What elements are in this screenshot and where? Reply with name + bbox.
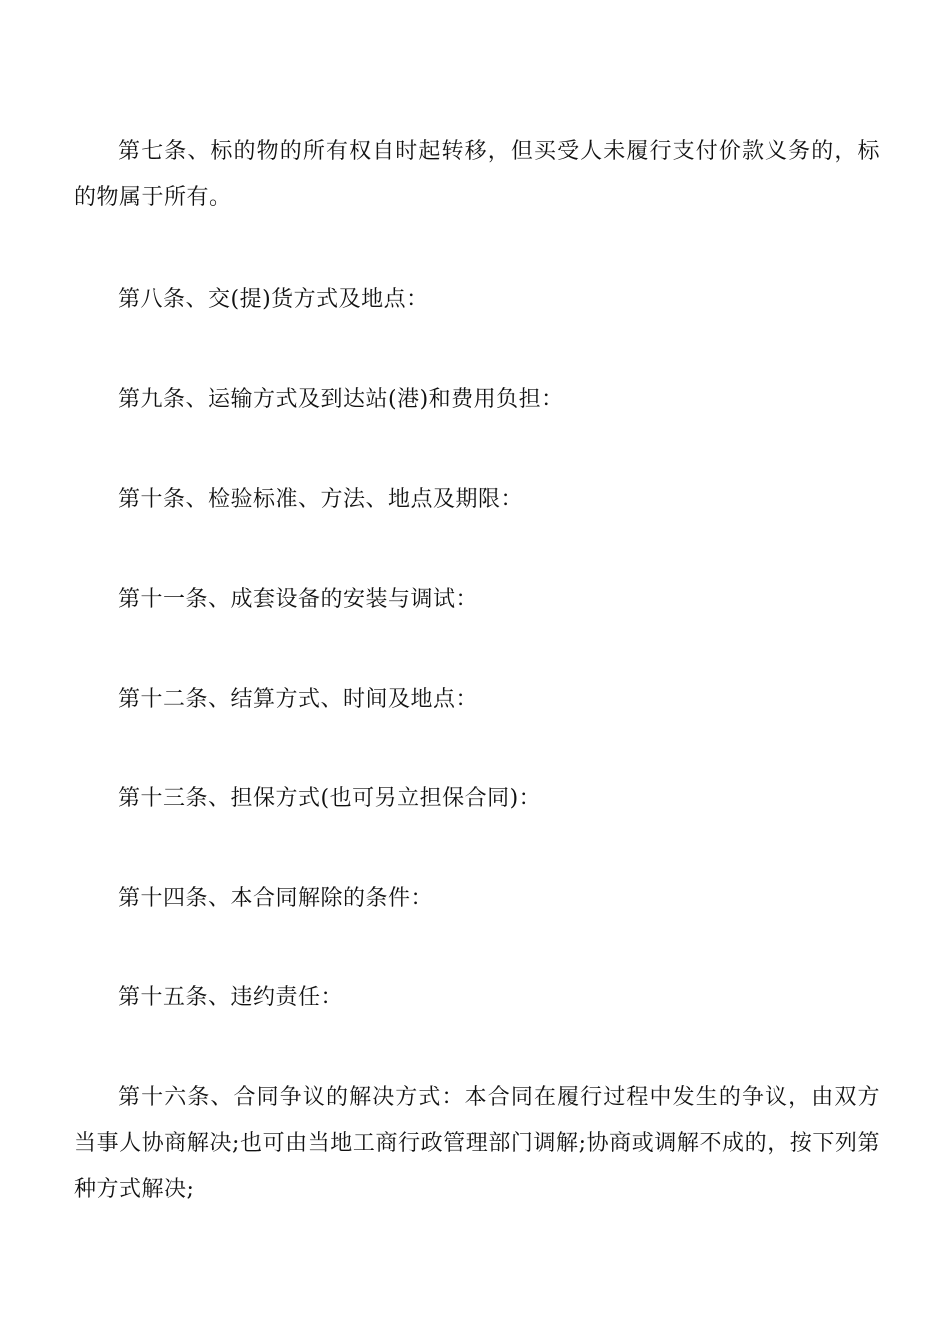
article-7-paragraph: 第七条、标的物的所有权自时起转移，但买受人未履行支付价款义务的，标的物属于所有。 — [74, 139, 880, 210]
article-15-paragraph: 第十五条、违约责任： — [118, 985, 344, 1010]
article-10-paragraph: 第十条、检验标准、方法、地点及期限： — [118, 487, 524, 512]
article-16-paragraph: 第十六条、合同争议的解决方式：本合同在履行过程中发生的争议，由双方当事人协商解决;也可由当地工商行政管理部门调解;协商或调解不成的，按下列第种方式解决; — [74, 1085, 880, 1202]
article-14-paragraph: 第十四条、本合同解除的条件： — [118, 886, 434, 911]
article-12-paragraph: 第十二条、结算方式、时间及地点： — [118, 687, 479, 712]
article-11-paragraph: 第十一条、成套设备的安装与调试： — [118, 587, 479, 612]
article-9-paragraph: 第九条、运输方式及到达站(港)和费用负担： — [118, 387, 564, 412]
article-13-paragraph: 第十三条、担保方式(也可另立担保合同)： — [118, 786, 542, 811]
article-8-paragraph: 第八条、交(提)货方式及地点： — [118, 287, 429, 312]
